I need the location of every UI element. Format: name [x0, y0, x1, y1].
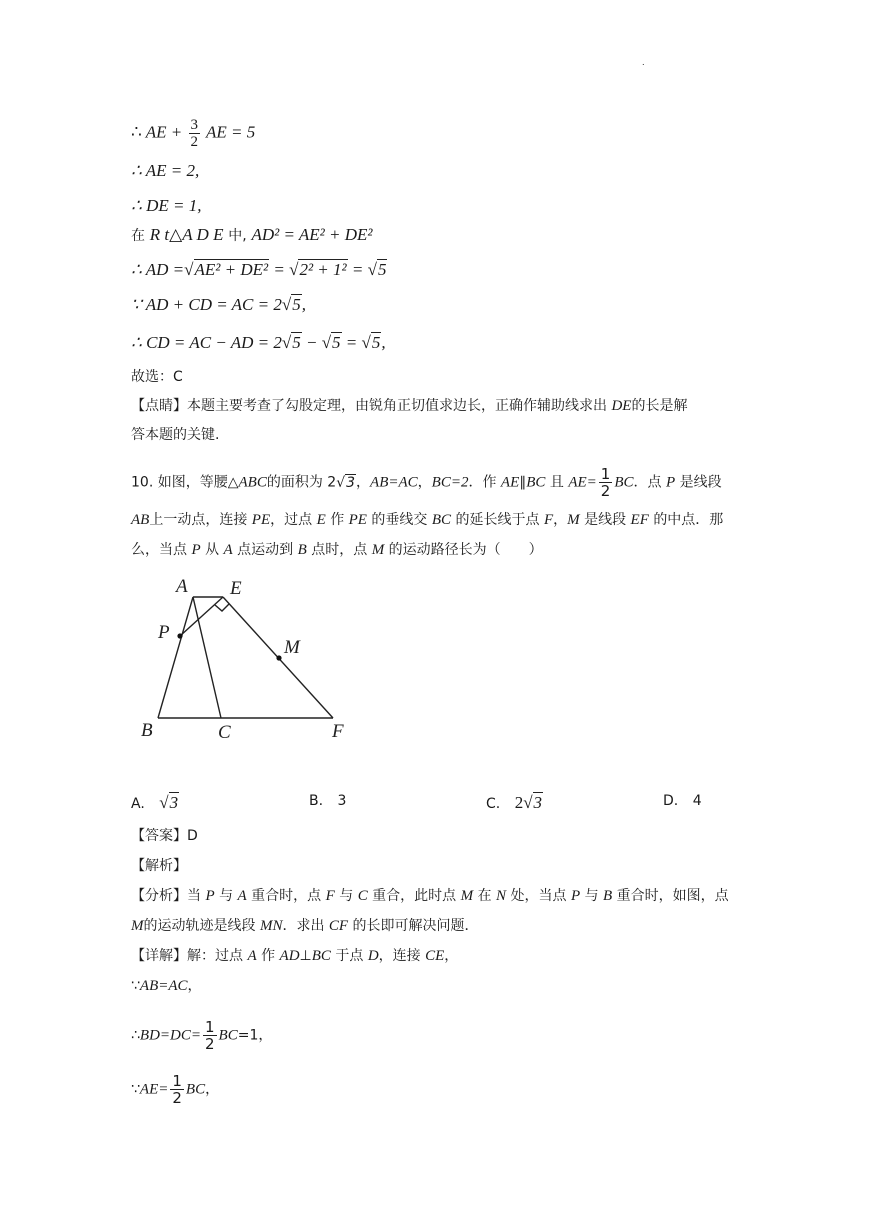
step-line-6: ∵ AD + CD = AC = 2√5,: [131, 295, 306, 314]
comment-line-2: 答本题的关键.: [131, 427, 220, 443]
step-line-1: ∴ AE + $\frac{3}{2}$ AE = 5: [131, 117, 256, 150]
step-line-5: ∴ AD =√AE² + DE² = √2² + 1² = √5: [131, 260, 387, 279]
label-m: M: [284, 637, 300, 658]
right-angle-mark: [215, 604, 229, 611]
fraction-1-2-bd: $\frac{1}{2}$: [205, 1018, 215, 1053]
question-line-2: AB上一动点，连接 PE，过点 E 作 PE 的垂线交 BC 的延长线于点 F，M 是线段 EF 的中点．那: [131, 512, 724, 528]
segment-ab: [158, 597, 193, 718]
detail-line-2: ∵AB=AC，: [131, 978, 202, 994]
analysis-line-2: M的运动轨迹是线段 MN．求出 CF 的长即可解决问题．: [131, 918, 479, 934]
detail-line-3: ∴BD=DC= $\frac{1}{2}$ BC=1，: [131, 1018, 273, 1053]
label-p: P: [158, 622, 170, 643]
fraction-1-2: $\frac{1}{2}$: [600, 465, 611, 500]
header-dot: .: [642, 58, 645, 67]
label-a: A: [176, 576, 188, 597]
geometry-figure: [131, 570, 361, 750]
label-c: C: [218, 722, 231, 743]
option-c: C. 2√3: [486, 793, 543, 812]
fraction-3-2: $\frac{3}{2}$: [190, 117, 199, 150]
answer-line: 【答案】D: [131, 828, 198, 844]
label-e: E: [230, 578, 242, 599]
step-line-2: ∴ AE = 2,: [131, 161, 200, 180]
analysis-line-1: 【分析】当 P 与 A 重合时，点 F 与 C 重合，此时点 M 在 N 处，当点 P 与 B 重合时，如图，点: [131, 888, 729, 904]
point-p: [177, 633, 182, 638]
label-b: B: [141, 720, 153, 741]
step-line-7: ∴ CD = AC − AD = 2√5 − √5 = √5,: [131, 333, 386, 352]
segment-pe: [180, 597, 223, 636]
segment-ac: [193, 597, 221, 718]
detail-line-1: 【详解】解：过点 A 作 AD⊥BC 于点 D，连接 CE，: [131, 948, 459, 964]
question-line-3: 么，当点 P 从 A 点运动到 B 点时，点 M 的运动路径长为（ ）: [131, 542, 543, 558]
question-line-1: 10. 如图，等腰△ABC的面积为 2√3，AB=AC，BC=2．作 AE∥BC 且 AE= $\frac{1}{2}$ BC．点 P 是线段: [131, 465, 722, 500]
option-b: B. 3: [309, 793, 347, 809]
comment-line-1: 【点睛】本题主要考查了勾股定理，由锐角正切值求边长，正确作辅助线求出 DE的长是解: [131, 398, 688, 414]
choice-line: 故选：C: [131, 369, 183, 385]
label-f: F: [332, 721, 344, 742]
detail-line-4: ∵AE= $\frac{1}{2}$ BC，: [131, 1072, 220, 1107]
step-line-3: ∴ DE = 1,: [131, 196, 202, 215]
point-m: [276, 655, 281, 660]
fraction-1-2-ae: $\frac{1}{2}$: [172, 1072, 182, 1107]
option-d: D. 4: [663, 793, 702, 809]
step-line-4: 在 R t△A D E 中, AD² = AE² + DE²: [131, 225, 373, 244]
option-a: A. √3: [131, 793, 179, 812]
analysis-heading: 【解析】: [131, 858, 187, 874]
